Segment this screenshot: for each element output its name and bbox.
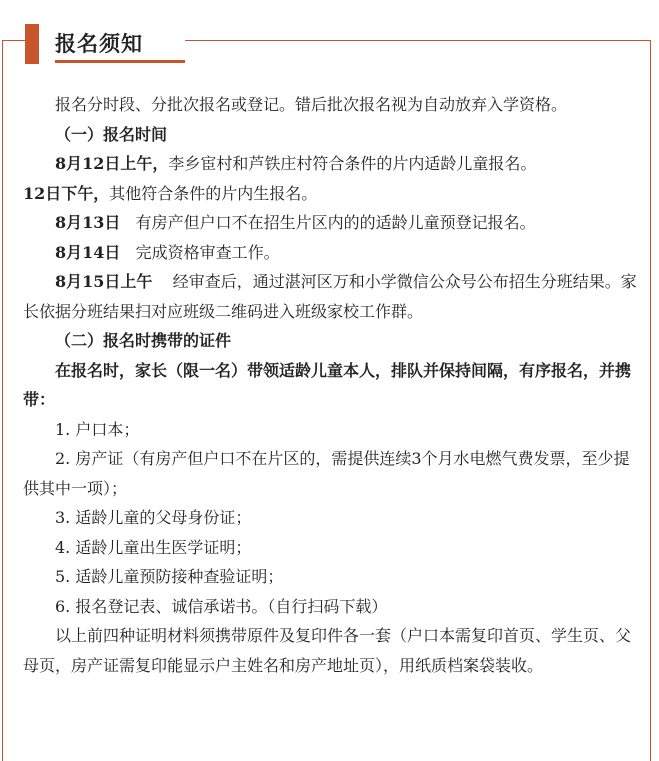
list-item: 1. 户口本；: [55, 419, 140, 439]
list-item: 6. 报名登记表、诚信承诺书。（自行扫码下载）: [55, 596, 388, 616]
aug12-pm-paragraph: [23, 179, 639, 209]
list-item: 3. 适龄儿童的父母身份证；: [55, 508, 252, 527]
aug15-paragraph: [23, 267, 639, 326]
aug13-text: 有房产但户口不在招生片区内的的适龄儿童预登记报名。: [135, 213, 536, 232]
aug15-date: 8月15日上午: [55, 272, 153, 291]
list-item: 4. 适龄儿童出生医学证明；: [55, 537, 252, 557]
notice-body: [23, 90, 639, 680]
aug12-paragraph: [23, 149, 639, 179]
section2-title: （二）报名时携带的证件: [55, 331, 232, 350]
aug15-text: 经审查后，通过湛河区万和小学微信公众号公布招生分班结果。家长依据分班结果扫对应班级二维码进入班级家校工作群。: [23, 272, 637, 321]
intro-paragraph: 报名分时段、分批次报名或登记。错后批次报名视为自动放弃入学资格。: [55, 95, 568, 114]
title-underline: [55, 60, 185, 63]
aug13-paragraph: [23, 208, 639, 238]
aug12-pm-date: 12日下午，: [23, 183, 110, 203]
title-accent-bar: [25, 24, 39, 64]
title-block: [25, 24, 185, 64]
aug13-date: 8月13日: [55, 213, 121, 232]
list-item: 2. 房产证（有房产但户口不在片区的，需提供连续3个月水电燃气费发票，至少提供其中一项）；: [23, 449, 630, 498]
section2-lead: 在报名时，家长（限一名）带领适龄儿童本人，排队并保持间隔，有序报名，并携带：: [23, 360, 632, 409]
aug12-pm-text: 其他符合条件的片内生报名。: [109, 183, 318, 203]
aug14-paragraph: [23, 238, 639, 268]
aug12-date: 8月12日上午，: [55, 154, 169, 173]
aug14-date: 8月14日: [55, 242, 121, 262]
aug12-text: 李乡宦村和芦铁庄村符合条件的片内适龄儿童报名。: [168, 154, 537, 173]
section1-title: （一）报名时间: [55, 124, 168, 144]
aug14-text: 完成资格审查工作。: [135, 242, 280, 262]
closing-paragraph: 以上前四种证明材料须携带原件及复印件各一套（户口本需复印首页、学生页、父母页，房产证需复印能显示户主姓名和房产地址页），用纸质档案袋装收。: [23, 626, 632, 675]
page-title: 报名须知: [55, 32, 143, 56]
list-item: 5. 适龄儿童预防接种查验证明；: [55, 567, 284, 586]
